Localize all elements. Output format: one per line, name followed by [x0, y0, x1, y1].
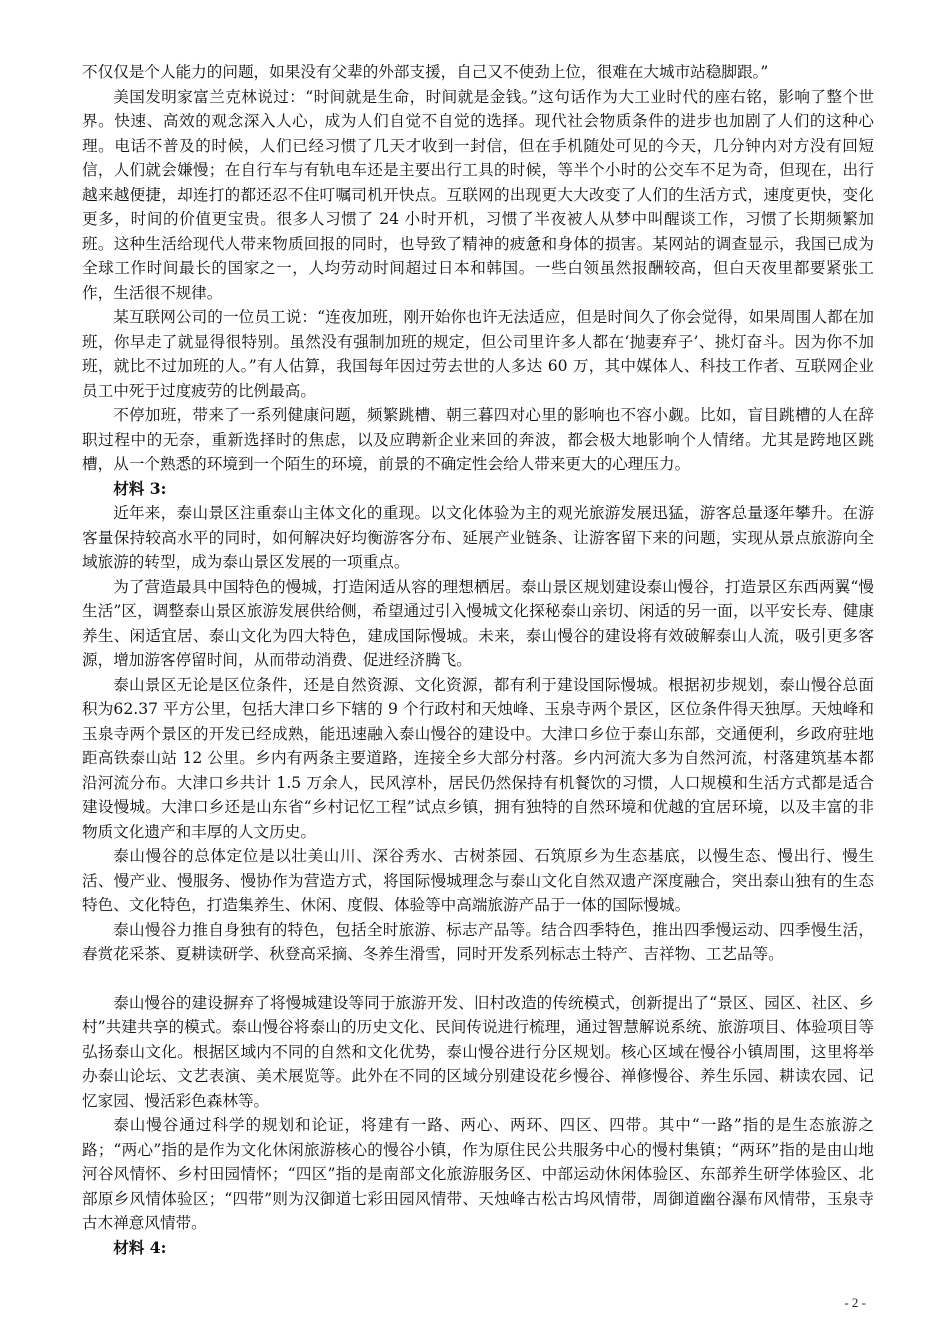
paragraph-positioning: 泰山慢谷的总体定位是以壮美山川、深谷秀水、古树茶园、石筑原乡为生态基底，以慢生态、慢出行、慢生活、慢产业、慢服务、慢协作为营造方式，将国际慢城理念与泰山文化自然双遗产深度融合，突出泰山独有的生态特色、文化特色，打造集养生、休闲、度假、体验等中高端旅游产品于一体的国际慢城。 — [82, 847, 874, 914]
document-page — [82, 60, 874, 1260]
paragraph-slow-city: 为了营造最具中国特色的慢城，打造闲适从容的理想栖居。泰山景区规划建设泰山慢谷，打造景区东西两翼“慢生活”区，调整泰山景区旅游发展供给侧，希望通过引入慢城文化探秘泰山亲切、闲适的另一面，以平安长寿、健康养生、闲适宜居、泰山文化为四大特色，建成国际慢城。未来，泰山慢谷的建设将有效破解泰山人流，吸引更多客源，增加游客停留时间，从而带动消费、促进经济腾飞。 — [82, 577, 874, 669]
paragraph-employee-quote: 某互联网公司的一位员工说：“连夜加班，刚开始你也许无法适应，但是时间久了你会觉得，如果周围人都在加班，你早走了就显得很特别。虽然没有强制加班的规定，但公司里许多人都在‘抛妻弃子’、挑灯奋斗。因为你不加班，就比不过加班的人。”有人估算，我国每年因过劳去世的人多达 60 万，其中媒体人、科技工作者、互联网企业员工中死于过度疲劳的比例最高。 — [82, 308, 874, 400]
paragraph-franklin: 美国发明家富兰克林说过：“时间就是生命，时间就是金钱。”这句话作为大工业时代的座右铭，影响了整个世界。快速、高效的观念深入人心，成为人们自觉不自觉的选择。现代社会物质条件的进步也加剧了人们的这种心理。电话不普及的时候，人们已经习惯了几天才收到一封信，但在手机随处可见的今天，几分钟内对方没有回短信，人们就会嫌慢；在自行车与有轨电车还是主要出行工具的时候，等半个小时的公交车不足为奇，但现在，出行越来越便捷，却连打的都还忍不住叮嘱司机开快点。互联网的出现更大大改变了人们的生活方式，速度更快，变化更多，时间的价值更宝贵。很多人习惯了 24 小时开机，习惯了半夜被人从梦中叫醒谈工作，习惯了长期频繁加班。这种生活给现代人带来物质回报的同时，也导致了精神的疲惫和身体的损害。某网站的调查显示，我国已成为全球工作时间最长的国家之一，人均劳动时间超过日本和韩国。一些白领虽然报酬较高，但白天夜里都要紧张工作，生活很不规律。 — [82, 87, 874, 302]
page-number: - 2 - — [844, 1295, 866, 1310]
paragraph-job-hopping: 不停加班，带来了一系列健康问题，频繁跳槽、朝三暮四对心里的影响也不容小觑。比如，盲目跳槽的人在辞职过程中的无奈，重新选择时的焦虑，以及应聘新企业来回的奔波，都会极大地影响个人情绪。尤其是跨地区跳槽，从一个熟悉的环境到一个陌生的环境，前景的不确定性会给人带来更大的心理压力。 — [82, 406, 874, 473]
paragraph-model: 泰山慢谷的建设摒弃了将慢城建设等同于旅游开发、旧村改造的传统模式，创新提出了“景区、园区、社区、乡村”共建共享的模式。泰山慢谷将泰山的历史文化、民间传说进行梳理，通过智慧解说系统、旅游项目、体验项目等弘扬泰山文化。根据区域内不同的自然和文化优势，泰山慢谷进行分区规划。核心区域在慢谷小镇周围，这里将举办泰山论坛、文艺表演、美术展览等。此外在不同的区域分别建设花乡慢谷、禅修慢谷、养生乐园、耕读农园、记忆家园、慢活彩色森林等。 — [82, 993, 874, 1110]
paragraph-taishan-intro: 近年来，泰山景区注重泰山主体文化的重现。以文化体验为主的观光旅游发展迅猛，游客总量逐年攀升。在游客量保持较高水平的同时，如何解决好均衡游客分布、延展产业链条、让游客留下来的问题，实现从景点旅游向全域旅游的转型，成为泰山景区发展的一项重点。 — [82, 504, 874, 571]
paragraph-continued: 不仅仅是个人能力的问题，如果没有父辈的外部支援，自己又不使劲上位，很难在大城市站稳脚跟。” — [82, 63, 769, 81]
heading-material-3: 材料 3: — [113, 478, 167, 498]
paragraph-features: 泰山慢谷力推自身独有的特色，包括全时旅游、标志产品等。结合四季特色，推出四季慢运动、四季慢生活，春赏花采茶、夏耕读研学、秋登高采摘、冬养生滑雪，同时开发系列标志土特产、吉祥物、工艺品等。 — [82, 920, 874, 963]
paragraph-planning: 泰山慢谷通过科学的规划和论证，将建有一路、两心、两环、四区、四带。其中“一路”指的是生态旅游之路；“两心”指的是作为文化休闲旅游核心的慢谷小镇，作为原住民公共服务中心的慢村集镇；“两环”指的是由山地河谷风情怀、乡村田园情怀；“四区”指的是南部文化旅游服务区、中部运动休闲体验区、东部养生研学体验区、北部原乡风情体验区；“四带”则为汉御道七彩田园风情带、天烛峰古松古坞风情带，周御道幽谷瀑布风情带，玉泉寺古木禅意风情带。 — [82, 1116, 874, 1232]
paragraph-gap — [82, 967, 874, 991]
paragraph-location: 泰山景区无论是区位条件，还是自然资源、文化资源，都有利于建设国际慢城。根据初步规划，泰山慢谷总面积为62.37 平方公里，包括大津口乡下辖的 9 个行政村和天烛峰、玉泉寺两个景区，区位条件得天独厚。天烛峰和玉泉寺两个景区的开发已经成熟，能迅速融入泰山慢谷的建设中。大津口乡位于泰山东部，交通便利，乡政府驻地距高铁泰山站 12 公里。乡内有两条主要道路，连接全乡大部分村落。乡内河流大多为自然河流，村落建筑基本都沿河流分布。大津口乡共计 1.5 万余人，民风淳朴，居民仍然保持有机餐饮的习惯，人口规模和生活方式都是适合建设慢城。大津口乡还是山东省“乡村记忆工程”试点乡镇，拥有独特的自然环境和优越的宜居环境，以及丰富的非物质文化遗产和丰厚的人文历史。 — [82, 675, 874, 841]
heading-material-4: 材料 4: — [113, 1237, 167, 1257]
